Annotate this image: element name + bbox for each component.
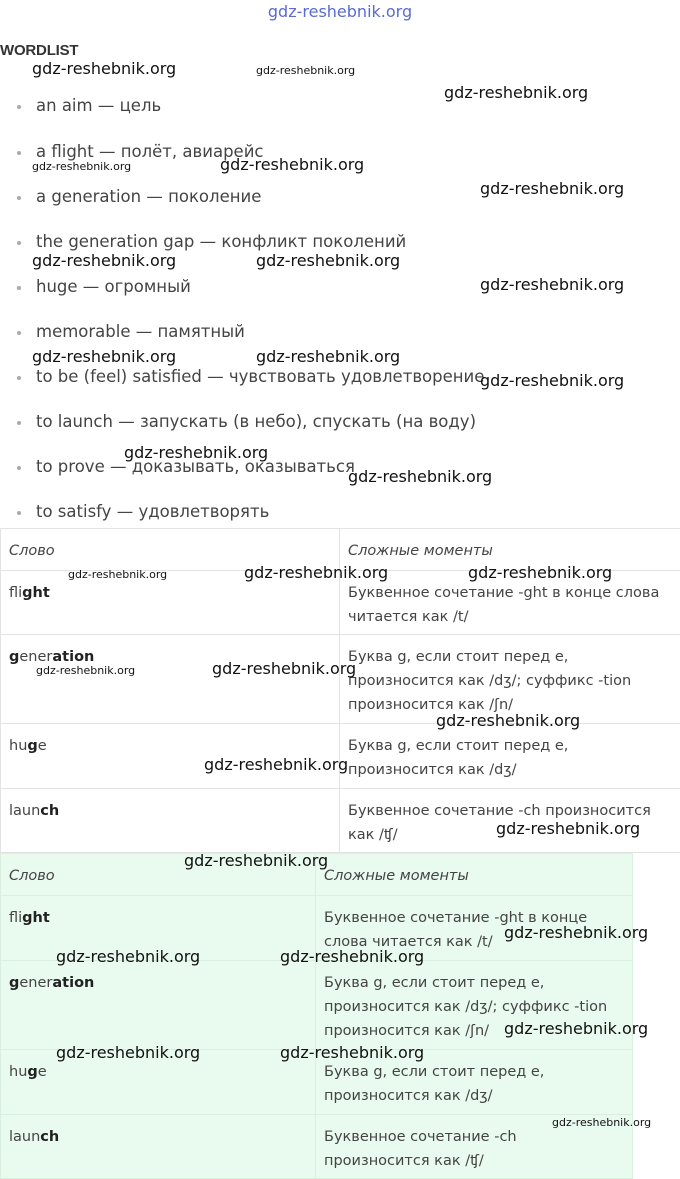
word-cell: generation [1, 961, 316, 1050]
watermark: gdz-reshebnik.org [36, 664, 135, 677]
list-item: memorable — памятный [36, 322, 245, 341]
bullet-icon [17, 151, 21, 155]
table-row [1, 789, 680, 853]
word-cell: launch [1, 789, 340, 853]
watermark: gdz-reshebnik.org [496, 819, 640, 838]
table-row [1, 1050, 633, 1115]
watermark: gdz-reshebnik.org [480, 275, 624, 294]
watermark: gdz-reshebnik.org [468, 563, 612, 582]
watermark: gdz-reshebnik.org [504, 923, 648, 942]
word-cell: launch [1, 1115, 316, 1179]
site-watermark-top[interactable]: gdz-reshebnik.org [0, 2, 680, 21]
watermark: gdz-reshebnik.org [480, 371, 624, 390]
table-header-row [1, 529, 680, 571]
table-row [1, 1115, 633, 1179]
table-row [1, 961, 633, 1050]
table-row [1, 571, 680, 635]
table-row [1, 896, 633, 961]
watermark: gdz-reshebnik.org [32, 251, 176, 270]
note-cell: Буква g, если стоит перед e, произносится как /dʒ/ [340, 724, 680, 789]
bullet-icon [17, 511, 21, 515]
note-cell: Буква g, если стоит перед e, произносится как /dʒ/; суффикс -tion произносится как /ʃn/ [316, 961, 633, 1050]
watermark: gdz-reshebnik.org [124, 443, 268, 462]
watermark: gdz-reshebnik.org [444, 83, 588, 102]
bullet-icon [17, 331, 21, 335]
watermark: gdz-reshebnik.org [56, 947, 200, 966]
note-cell: Буквенное сочетание -ght в конце слова читается как /t/ [340, 571, 680, 635]
header-word: Слово [1, 854, 316, 896]
word-cell: flight [1, 896, 316, 961]
watermark: gdz-reshebnik.org [32, 347, 176, 366]
word-cell: generation [1, 635, 340, 724]
watermark: gdz-reshebnik.org [280, 947, 424, 966]
header-word: Слово [1, 529, 340, 571]
note-cell: Буква g, если стоит перед e, произносится как /dʒ/; суффикс -tion произносится как /ʃn/ [340, 635, 680, 724]
word-cell: flight [1, 571, 340, 635]
list-item: huge — огромный [36, 277, 191, 296]
watermark: gdz-reshebnik.org [184, 851, 328, 870]
watermark: gdz-reshebnik.org [348, 467, 492, 486]
note-cell: Буквенное сочетание -ght в конце слова читается как /t/ [316, 896, 633, 961]
list-item: an aim — цель [36, 96, 161, 115]
watermark: gdz-reshebnik.org [244, 563, 388, 582]
note-cell: Буквенное сочетание -ch произносится как /ʧ/ [316, 1115, 633, 1179]
list-item: to be (feel) satisfied — чувствовать удовлетворение [36, 367, 484, 386]
list-item: to launch — запускать (в небо), спускать (на воду) [36, 412, 476, 431]
bullet-icon [17, 376, 21, 380]
pronunciation-table-highlighted [0, 853, 633, 1179]
word-cell: huge [1, 1050, 316, 1115]
list-item: a generation — поколение [36, 187, 261, 206]
list-item: a flight — полёт, авиарейс [36, 142, 264, 161]
wordlist-heading: WORDLIST [0, 42, 78, 59]
watermark: gdz-reshebnik.org [220, 155, 364, 174]
bullet-icon [17, 196, 21, 200]
header-notes: Сложные моменты [316, 854, 633, 896]
bullet-icon [17, 421, 21, 425]
word-cell: huge [1, 724, 340, 789]
note-cell: Буква g, если стоит перед e, произносится как /dʒ/ [316, 1050, 633, 1115]
list-item: the generation gap — конфликт поколений [36, 232, 406, 251]
watermark: gdz-reshebnik.org [32, 59, 176, 78]
bullet-icon [17, 105, 21, 109]
bullet-icon [17, 466, 21, 470]
watermark: gdz-reshebnik.org [552, 1116, 651, 1129]
bullet-icon [17, 286, 21, 290]
table-row [1, 724, 680, 789]
watermark: gdz-reshebnik.org [56, 1043, 200, 1062]
pronunciation-table [0, 528, 680, 853]
list-item: to satisfy — удовлетворять [36, 502, 269, 521]
table-row [1, 635, 680, 724]
bullet-icon [17, 241, 21, 245]
watermark: gdz-reshebnik.org [280, 1043, 424, 1062]
table-header-row [1, 854, 633, 896]
watermark: gdz-reshebnik.org [256, 251, 400, 270]
note-cell: Буквенное сочетание -ch произносится как /ʧ/ [340, 789, 680, 853]
header-notes: Сложные моменты [340, 529, 680, 571]
watermark: gdz-reshebnik.org [504, 1019, 648, 1038]
watermark: gdz-reshebnik.org [212, 659, 356, 678]
watermark: gdz-reshebnik.org [68, 568, 167, 581]
watermark: gdz-reshebnik.org [436, 711, 580, 730]
watermark: gdz-reshebnik.org [480, 179, 624, 198]
watermark: gdz-reshebnik.org [32, 160, 131, 173]
list-item: to prove — доказывать, оказываться [36, 457, 355, 476]
watermark: gdz-reshebnik.org [256, 347, 400, 366]
watermark: gdz-reshebnik.org [256, 64, 355, 77]
watermark: gdz-reshebnik.org [204, 755, 348, 774]
